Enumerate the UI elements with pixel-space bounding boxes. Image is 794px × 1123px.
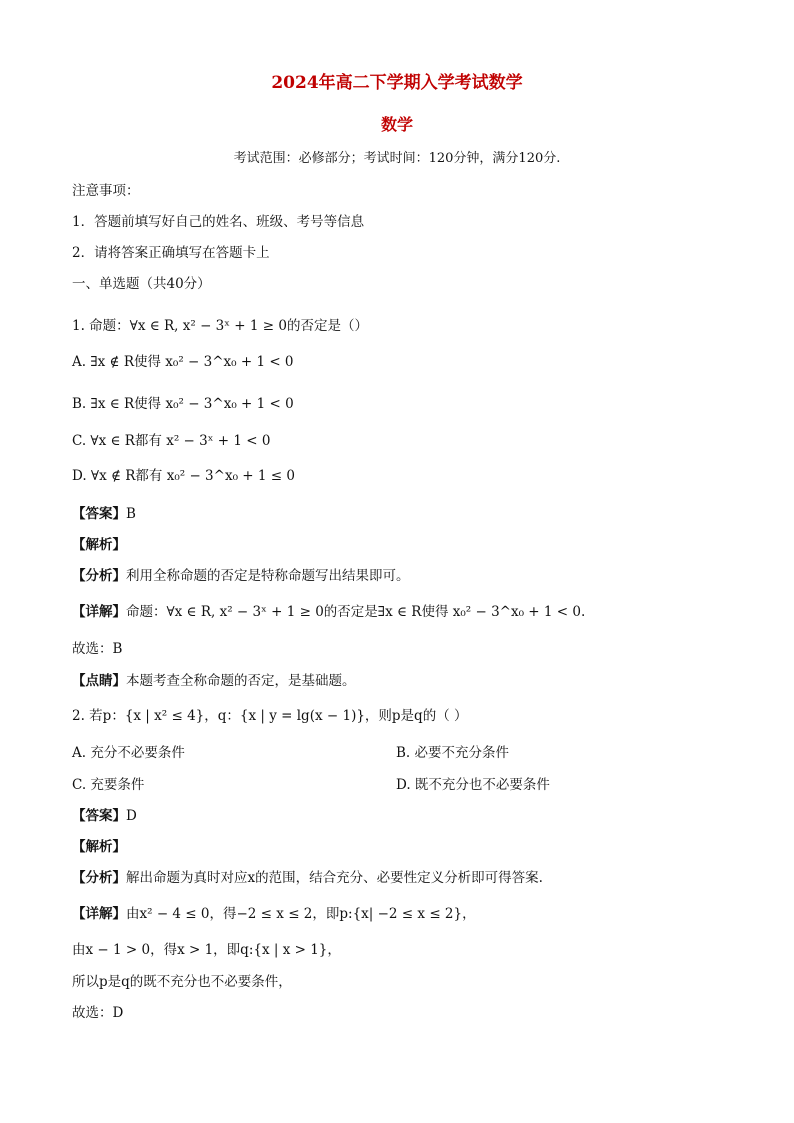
question-2-fenxi <box>72 869 543 887</box>
question-2-option-a: A. 充分不必要条件 <box>72 745 185 761</box>
question-1-answer <box>72 505 136 523</box>
section-heading-single-choice: 一、单选题（共40分） <box>72 276 211 292</box>
subject-heading: 数学 <box>380 115 413 134</box>
notes-heading: 注意事项： <box>72 183 140 199</box>
document-title: 2024年高二下学期入学考试数学 <box>271 73 523 93</box>
fenxi-tag: 【分析】 <box>72 568 126 584</box>
question-2-detail-1 <box>72 905 476 923</box>
question-1-stem: 1. 命题：∀x ∈ R, x² − 3ˣ + 1 ≥ 0的否定是（） <box>72 318 368 334</box>
question-2-detail-2: 由x − 1 > 0，得x > 1，即q:{x | x > 1}， <box>72 942 341 958</box>
question-1-fenxi <box>72 567 410 585</box>
answer-tag: 【答案】 <box>72 506 126 522</box>
question-2-analysis-tag: 【解析】 <box>72 839 126 855</box>
fenxi-tag: 【分析】 <box>72 870 126 886</box>
question-1-detail <box>72 603 585 621</box>
question-1-option-b: B. ∃x ∈ R使得 x₀² − 3^x₀ + 1 < 0 <box>72 396 294 412</box>
question-1-comment <box>72 672 356 690</box>
answer-value: B <box>126 506 136 522</box>
answer-value: D <box>126 808 137 824</box>
notes-item-2: 2．请将答案正确填写在答题卡上 <box>72 245 270 261</box>
answer-tag: 【答案】 <box>72 808 126 824</box>
question-1-option-c: C. ∀x ∈ R都有 x² − 3ˣ + 1 < 0 <box>72 433 271 449</box>
question-1-option-a: A. ∃x ∉ R使得 x₀² − 3^x₀ + 1 < 0 <box>72 354 294 370</box>
question-2-option-c: C. 充要条件 <box>72 777 145 793</box>
question-2-detail-3: 所以p是q的既不充分也不必要条件， <box>72 974 292 990</box>
question-1-analysis-tag: 【解析】 <box>72 537 126 553</box>
comment-text: 本题考查全称命题的否定，是基础题。 <box>126 673 356 689</box>
fenxi-text: 解出命题为真时对应x的范围，结合充分、必要性定义分析即可得答案. <box>126 870 543 886</box>
notes-item-1: 1．答题前填写好自己的姓名、班级、考号等信息 <box>72 214 365 230</box>
exam-info: 考试范围：必修部分；考试时间：120分钟，满分120分. <box>233 151 561 166</box>
detail-tag: 【详解】 <box>72 906 126 922</box>
question-2-stem: 2. 若p：{x | x² ≤ 4}，q：{x | y = lg(x − 1)}，则p是q的（ ） <box>72 708 468 724</box>
question-2-answer <box>72 807 137 825</box>
question-1-choose: 故选：B <box>72 641 123 657</box>
detail-text: 命题：∀x ∈ R, x² − 3ˣ + 1 ≥ 0的否定是∃x ∈ R使得 x₀² − 3^x₀ + 1 < 0. <box>126 604 586 620</box>
question-2-choose: 故选：D <box>72 1005 124 1021</box>
detail-tag: 【详解】 <box>72 604 126 620</box>
question-1-option-d: D. ∀x ∉ R都有 x₀² − 3^x₀ + 1 ≤ 0 <box>72 468 295 484</box>
question-2-option-b: B. 必要不充分条件 <box>396 745 510 761</box>
fenxi-text: 利用全称命题的否定是特称命题写出结果即可。 <box>126 568 410 584</box>
comment-tag: 【点睛】 <box>72 673 126 689</box>
question-2-option-d: D. 既不充分也不必要条件 <box>396 777 550 793</box>
detail-text: 由x² − 4 ≤ 0，得−2 ≤ x ≤ 2，即p:{x| −2 ≤ x ≤ 2}， <box>126 906 476 922</box>
